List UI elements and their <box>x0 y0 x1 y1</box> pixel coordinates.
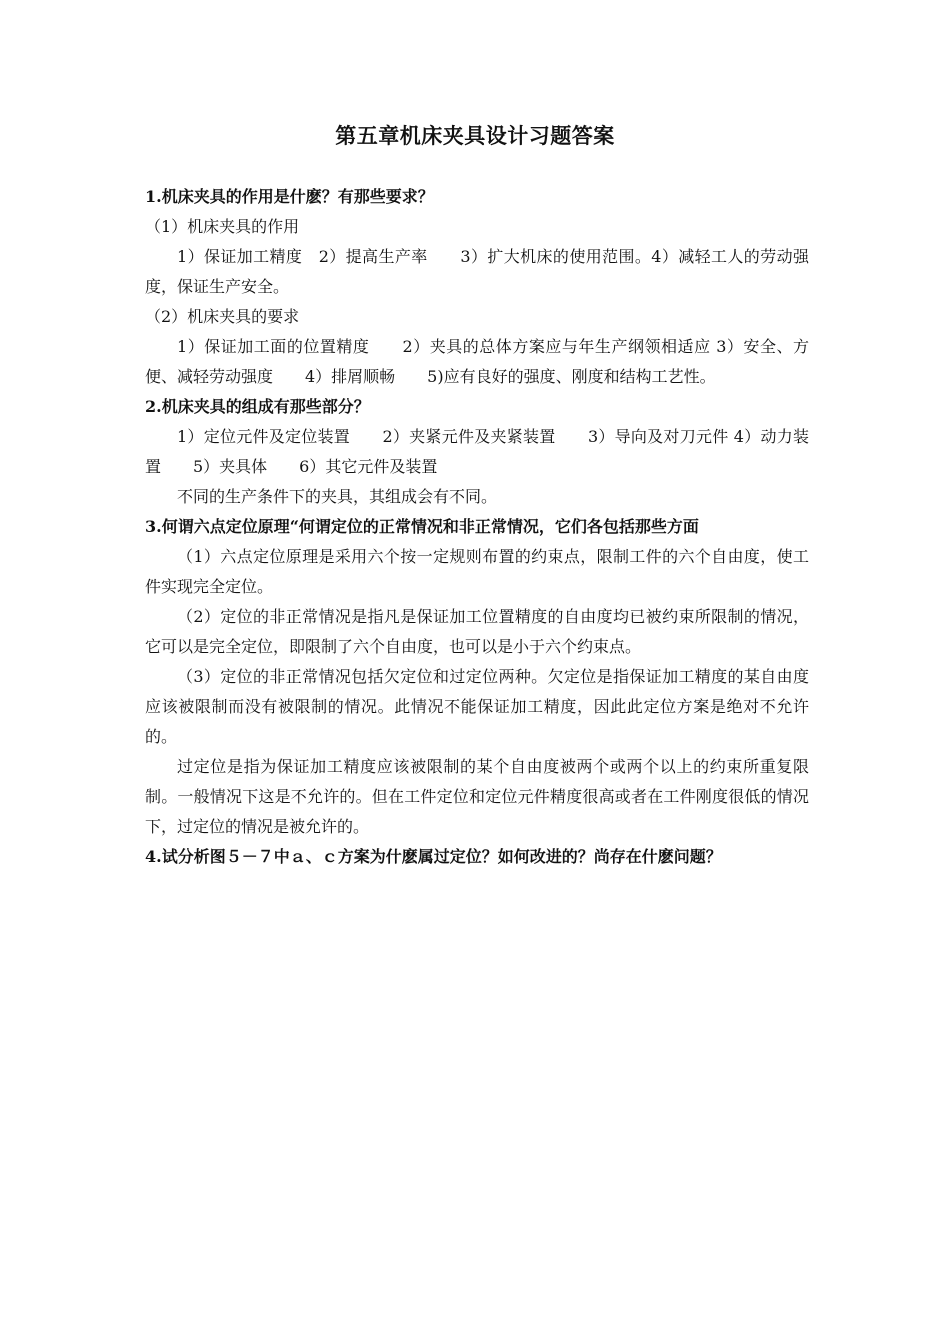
q2-note-text: 不同的生产条件下的夹具，其组成会有不同。 <box>177 487 498 506</box>
q1-subheading-function: （1）机床夹具的作用 <box>145 217 300 236</box>
q1-subheading-requirements: （2）机床夹具的要求 <box>145 307 300 326</box>
q3-paragraph-1: （1）六点定位原理是采用六个按一定规则布置的约束点，限制工件的六个自由度，使工件实现完全定位。 <box>145 547 809 596</box>
question-2-heading: 2.机床夹具的组成有那些部分？ <box>145 397 370 416</box>
q3-paragraph-4: 过定位是指为保证加工精度应该被限制的某个自由度被两个或两个以上的约束所重复限制。一般情况下这是不允许的。但在工件定位和定位元件精度很高或者在工件刚度很低的情况下，过定位的情况是被允许的。 <box>145 757 809 836</box>
question-3-heading: 3.何谓六点定位原理“何谓定位的正常情况和非正常情况，它们各包括那些方面 <box>145 517 699 536</box>
q2-components-text: 1）定位元件及定位装置 2）夹紧元件及夹紧装置 3）导向及对刀元件 4）动力装置 5）夹具体 6）其它元件及装置 <box>145 427 809 476</box>
question-1-heading: 1.机床夹具的作用是什麽？有那些要求？ <box>145 187 434 206</box>
document-body <box>145 182 809 872</box>
q3-paragraph-3: （3）定位的非正常情况包括欠定位和过定位两种。欠定位是指保证加工精度的某自由度应该被限制而没有被限制的情况。此情况不能保证加工精度，因此此定位方案是绝对不允许的。 <box>145 667 809 746</box>
q3-paragraph-2: （2）定位的非正常情况是指凡是保证加工位置精度的自由度均已被约束所限制的情况，它可以是完全定位，即限制了六个自由度，也可以是小于六个约束点。 <box>145 607 809 656</box>
page-title: 第五章机床夹具设计习题答案 <box>335 123 615 148</box>
q1-requirements-text: 1）保证加工面的位置精度 2）夹具的总体方案应与年生产纲领相适应 3）安全、方便、减轻劳动强度 4）排屑顺畅 5)应有良好的强度、刚度和结构工艺性。 <box>145 337 809 386</box>
question-4-heading: 4.试分析图５－７中ａ、ｃ方案为什麽属过定位？如何改进的？尚存在什麽问题？ <box>145 847 722 866</box>
q1-function-text: 1）保证加工精度 2）提高生产率 3）扩大机床的使用范围。4）减轻工人的劳动强度，保证生产安全。 <box>145 247 809 296</box>
